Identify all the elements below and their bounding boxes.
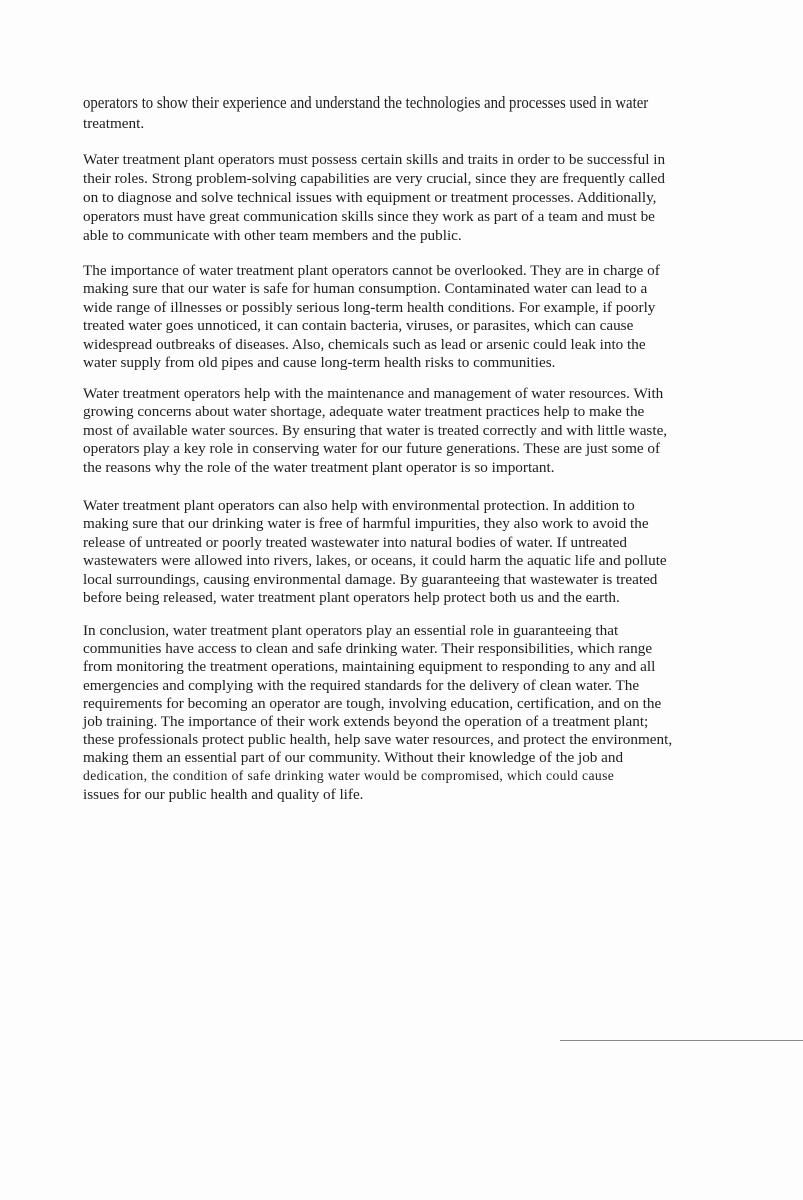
text-line: wide range of illnesses or possibly serious long-term health conditions. For example, if poorly <box>83 298 656 316</box>
text-line: making them an essential part of our community. Without their knowledge of the job and <box>83 749 624 767</box>
text-line: issues for our public health and quality of life. <box>83 785 364 803</box>
text-line: these professionals protect public health, help save water resources, and protect the environment, <box>83 731 673 749</box>
text-line: job training. The importance of their work extends beyond the operation of a treatment plant; <box>83 713 649 730</box>
text-line: Water treatment plant operators can also help with environmental protection. In addition to <box>83 497 635 514</box>
text-line: Water treatment operators help with the maintenance and management of water resources. With <box>83 385 664 402</box>
text-line: operators play a key role in conserving water for our future generations. These are just some of <box>83 440 661 458</box>
text-line: local surroundings, causing environmental damage. By guaranteeing that wastewater is treated <box>83 570 658 588</box>
text-line: wastewaters were allowed into rivers, lakes, or oceans, it could harm the aquatic life and pollute <box>83 552 667 570</box>
text-line: treatment. <box>83 115 145 132</box>
text-line: The importance of water treatment plant operators cannot be overlooked. They are in charge of <box>83 262 660 279</box>
text-line: making sure that our drinking water is free of harmful impurities, they also work to avoid the <box>83 515 649 533</box>
text-line: growing concerns about water shortage, adequate water treatment practices help to make the <box>83 403 645 421</box>
text-line: from monitoring the treatment operations, maintaining equipment to responding to any and all <box>83 658 656 676</box>
text-line: communities have access to clean and safe drinking water. Their responsibilities, which range <box>83 640 653 658</box>
text-line: Water treatment plant operators must possess certain skills and traits in order to be successful in <box>83 151 666 168</box>
text-line: emergencies and complying with the required standards for the delivery of clean water. The <box>83 676 640 694</box>
text-line: In conclusion, water treatment plant operators play an essential role in guaranteeing that <box>83 622 619 639</box>
text-line: dedication, the condition of safe drinking water would be compromised, which could cause <box>83 767 615 783</box>
text-line: water supply from old pipes and cause long-term health risks to communities. <box>83 354 556 371</box>
scan-edge-line <box>560 1040 803 1041</box>
text-line: making sure that our water is safe for human consumption. Contaminated water can lead to a <box>83 280 648 298</box>
text-line: treated water goes unnoticed, it can contain bacteria, viruses, or parasites, which can cause <box>83 317 634 335</box>
text-line: release of untreated or poorly treated wastewater into natural bodies of water. If untreated <box>83 533 627 551</box>
text-line: their roles. Strong problem-solving capabilities are very crucial, since they are frequently called <box>83 170 665 187</box>
text-line: requirements for becoming an operator are tough, involving education, certification, and on the <box>83 694 662 712</box>
text-line: before being released, water treatment plant operators help protect both us and the earth. <box>83 589 620 606</box>
text-line: operators to show their experience and understand the technologies and processes used in water <box>83 93 649 112</box>
text-line: on to diagnose and solve technical issues with equipment or treatment processes. Additionally, <box>83 189 657 206</box>
text-line: most of available water sources. By ensuring that water is treated correctly and with little waste, <box>83 421 668 439</box>
text-line: widespread outbreaks of diseases. Also, chemicals such as lead or arsenic could leak into the <box>83 335 646 353</box>
text-line: the reasons why the role of the water treatment plant operator is so important. <box>83 458 555 476</box>
text-line: able to communicate with other team members and the public. <box>83 227 462 244</box>
text-line: operators must have great communication skills since they work as part of a team and must be <box>83 208 655 225</box>
